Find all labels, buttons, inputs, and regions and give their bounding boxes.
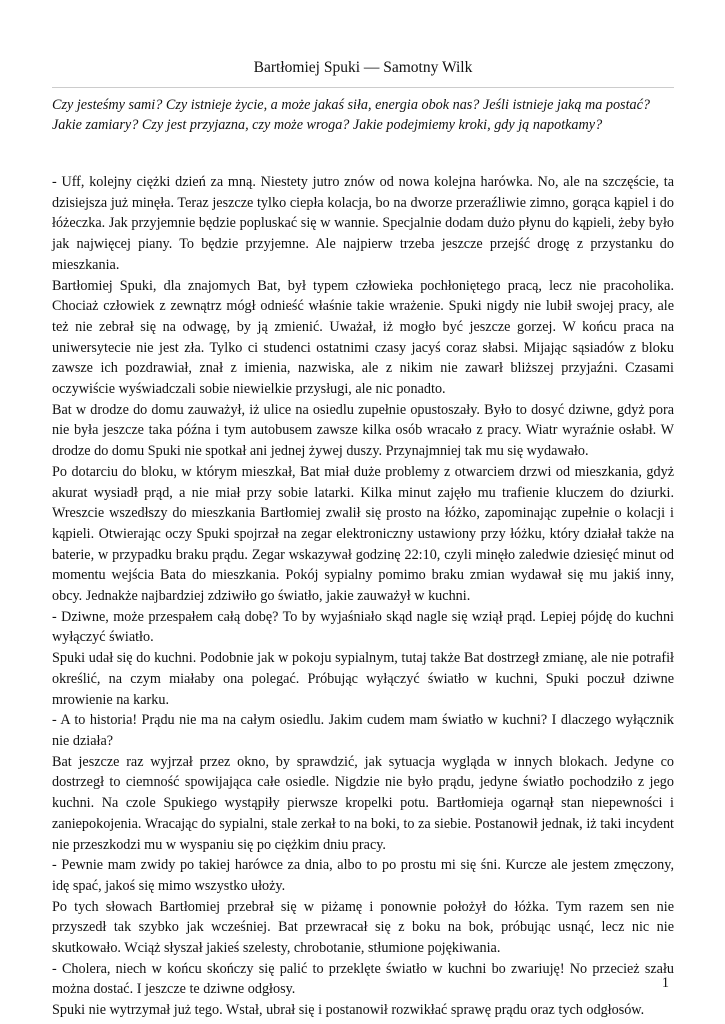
paragraph: - Pewnie mam zwidy po takiej harówce za dnia, albo to po prostu mi się śni. Kurcze ale jestem zmęczony, idę spać, jakoś się mimo wszystko ułoży. bbox=[52, 857, 674, 894]
document-title: Bartłomiej Spuki — Samotny Wilk bbox=[253, 59, 473, 76]
page-number: 1 bbox=[661, 975, 669, 991]
paragraph: Bartłomiej Spuki, dla znajomych Bat, był typem człowieka pochłoniętego pracą, lecz nie pracoholika. Chociaż człowiek z zewnątrz mógł odnieść właśnie takie wrażenie. Spuki nigdy nie lubił swojej pracy, ale też nie zebrał się na odwagę, by ją zmienić. Uważał, iż mogło być jeszcze gorzej. W końcu praca na uniwersytecie nie jest zła. Tylko ci studenci ostatnimi czasy jacyś coraz słabsi. Mijając sąsiadów z bloku zawsze ich pozdrawiał, znał z imienia, nazwiska, ale z nikim nie zawarł bliższej przyjaźni. Czasami oczywiście wyświadczali sobie niewielkie przysługi, ale nic ponadto. bbox=[52, 277, 674, 398]
paragraph: - A to historia! Prądu nie ma na całym osiedlu. Jakim cudem mam światło w kuchni? I dlaczego wyłącznik nie działa? bbox=[52, 712, 674, 749]
paragraph: Spuki udał się do kuchni. Podobnie jak w pokoju sypialnym, tutaj także Bat dostrzegł zmianę, ale nie potrafił określić, na czym miałaby ona polegać. Próbując wyłączyć światło w kuchni, Spuki poczuł dziwne mrowienie na karku. bbox=[52, 650, 674, 708]
story-body bbox=[52, 172, 674, 1021]
paragraph: Bat jeszcze raz wyjrzał przez okno, by sprawdzić, jak sytuacja wygląda w innych blokach. Jedyne co dostrzegł to ciemność spowijająca całe osiedle. Nigdzie nie było prądu, jedyne światło pochodziło z jego kuchni. Na czole Spukiego wystąpiły pierwsze kropelki potu. Bartłomieja ogarnął stan niepewności i zaniepokojenia. Wracając do sypialni, stale zerkał to na boki, to za siebie. Postanowił jednak, iż taki incydent nie przeszkodzi mu w wyspaniu się po ciężkim dniu pracy. bbox=[52, 753, 674, 853]
title-divider bbox=[52, 87, 674, 88]
intro-paragraph: Czy jesteśmy sami? Czy istnieje życie, a może jakaś siła, energia obok nas? Jeśli istnieje jaką ma postać? Jakie zamiary? Czy jest przyjazna, czy może wroga? Jakie podejmiemy kroki, gdy ją napotkamy? bbox=[52, 97, 651, 133]
paragraph: Po tych słowach Bartłomiej przebrał się w piżamę i ponownie położył do łóżka. Tym razem sen nie przyszedł tak szybko jak wcześniej. Bat przewracał się z boku na bok, próbując usnąć, lecz nic nie skutkowało. Wciąż słyszał jakieś szelesty, chrobotanie, stłumione pojękiwania. bbox=[52, 898, 674, 957]
paragraph: Spuki nie wytrzymał już tego. Wstał, ubrał się i postanowił rozwikłać sprawę prądu oraz tych odgłosów. bbox=[52, 1002, 645, 1019]
paragraph: Po dotarciu do bloku, w którym mieszkał, Bat miał duże problemy z otwarciem drzwi od mieszkania, gdyż akurat wysiadł prąd, a nie miał przy sobie latarki. Kilka minut zajęło mu trafienie kluczem do dziurki. Wreszcie wszedłszy do mieszkania Bartłomiej zwalił się prosto na łóżko, zapominając zupełnie o kolacji i kąpieli. Otwierając oczy Spuki spojrzał na zegar elektroniczny ustawiony przy łóżku, który działał także na baterie, w przypadku braku prądu. Zegar wskazywał godzinę 22:10, czyli minęło zaledwie dziesięć minut od momentu wejścia Bata do mieszkania. Pokój sypialny pomimo braku zmian wydawał się mu jakiś inny, obcy. Jednakże najbardziej zdziwiło go światło, jakie zauważył w kuchni. bbox=[52, 463, 674, 605]
paragraph: Bat w drodze do domu zauważył, iż ulice na osiedlu zupełnie opustoszały. Było to dosyć dziwne, gdyż pora nie była jeszcze taka późna i tym autobusem zawsze kilka osób wracało z pracy. Wiatr wyraźnie osłabł. W drodze do domu Spuki nie spotkał ani jednej żywej duszy. Przynajmniej tak mu się wydawało. bbox=[52, 401, 674, 460]
paragraph: - Dziwne, może przespałem całą dobę? To by wyjaśniało skąd nagle się wziął prąd. Lepiej pójdę do kuchni wyłączyć światło. bbox=[52, 608, 674, 646]
paragraph: - Uff, kolejny ciężki dzień za mną. Niestety jutro znów od nowa kolejna harówka. No, ale na szczęście, ta dzisiejsza już minęła. Teraz jeszcze tylko ciepła kolacja, bo na dworze przeraźliwie zimno, gorąca kąpiel i do łóżeczka. Jak przyjemnie będzie popluskać się w wannie. Specjalnie dodam dużo płynu do kąpieli, żeby było jak najwięcej piany. To będzie przyjemne. Ale najpierw trzeba jeszcze przejść drogę z przystanku do mieszkania. bbox=[52, 174, 674, 273]
paragraph: - Cholera, niech w końcu skończy się palić to przeklęte światło w kuchni bo zwariuję! No przecież szału można dostać. I jeszcze te dziwne odgłosy. bbox=[52, 960, 674, 998]
document-page bbox=[52, 0, 674, 1021]
